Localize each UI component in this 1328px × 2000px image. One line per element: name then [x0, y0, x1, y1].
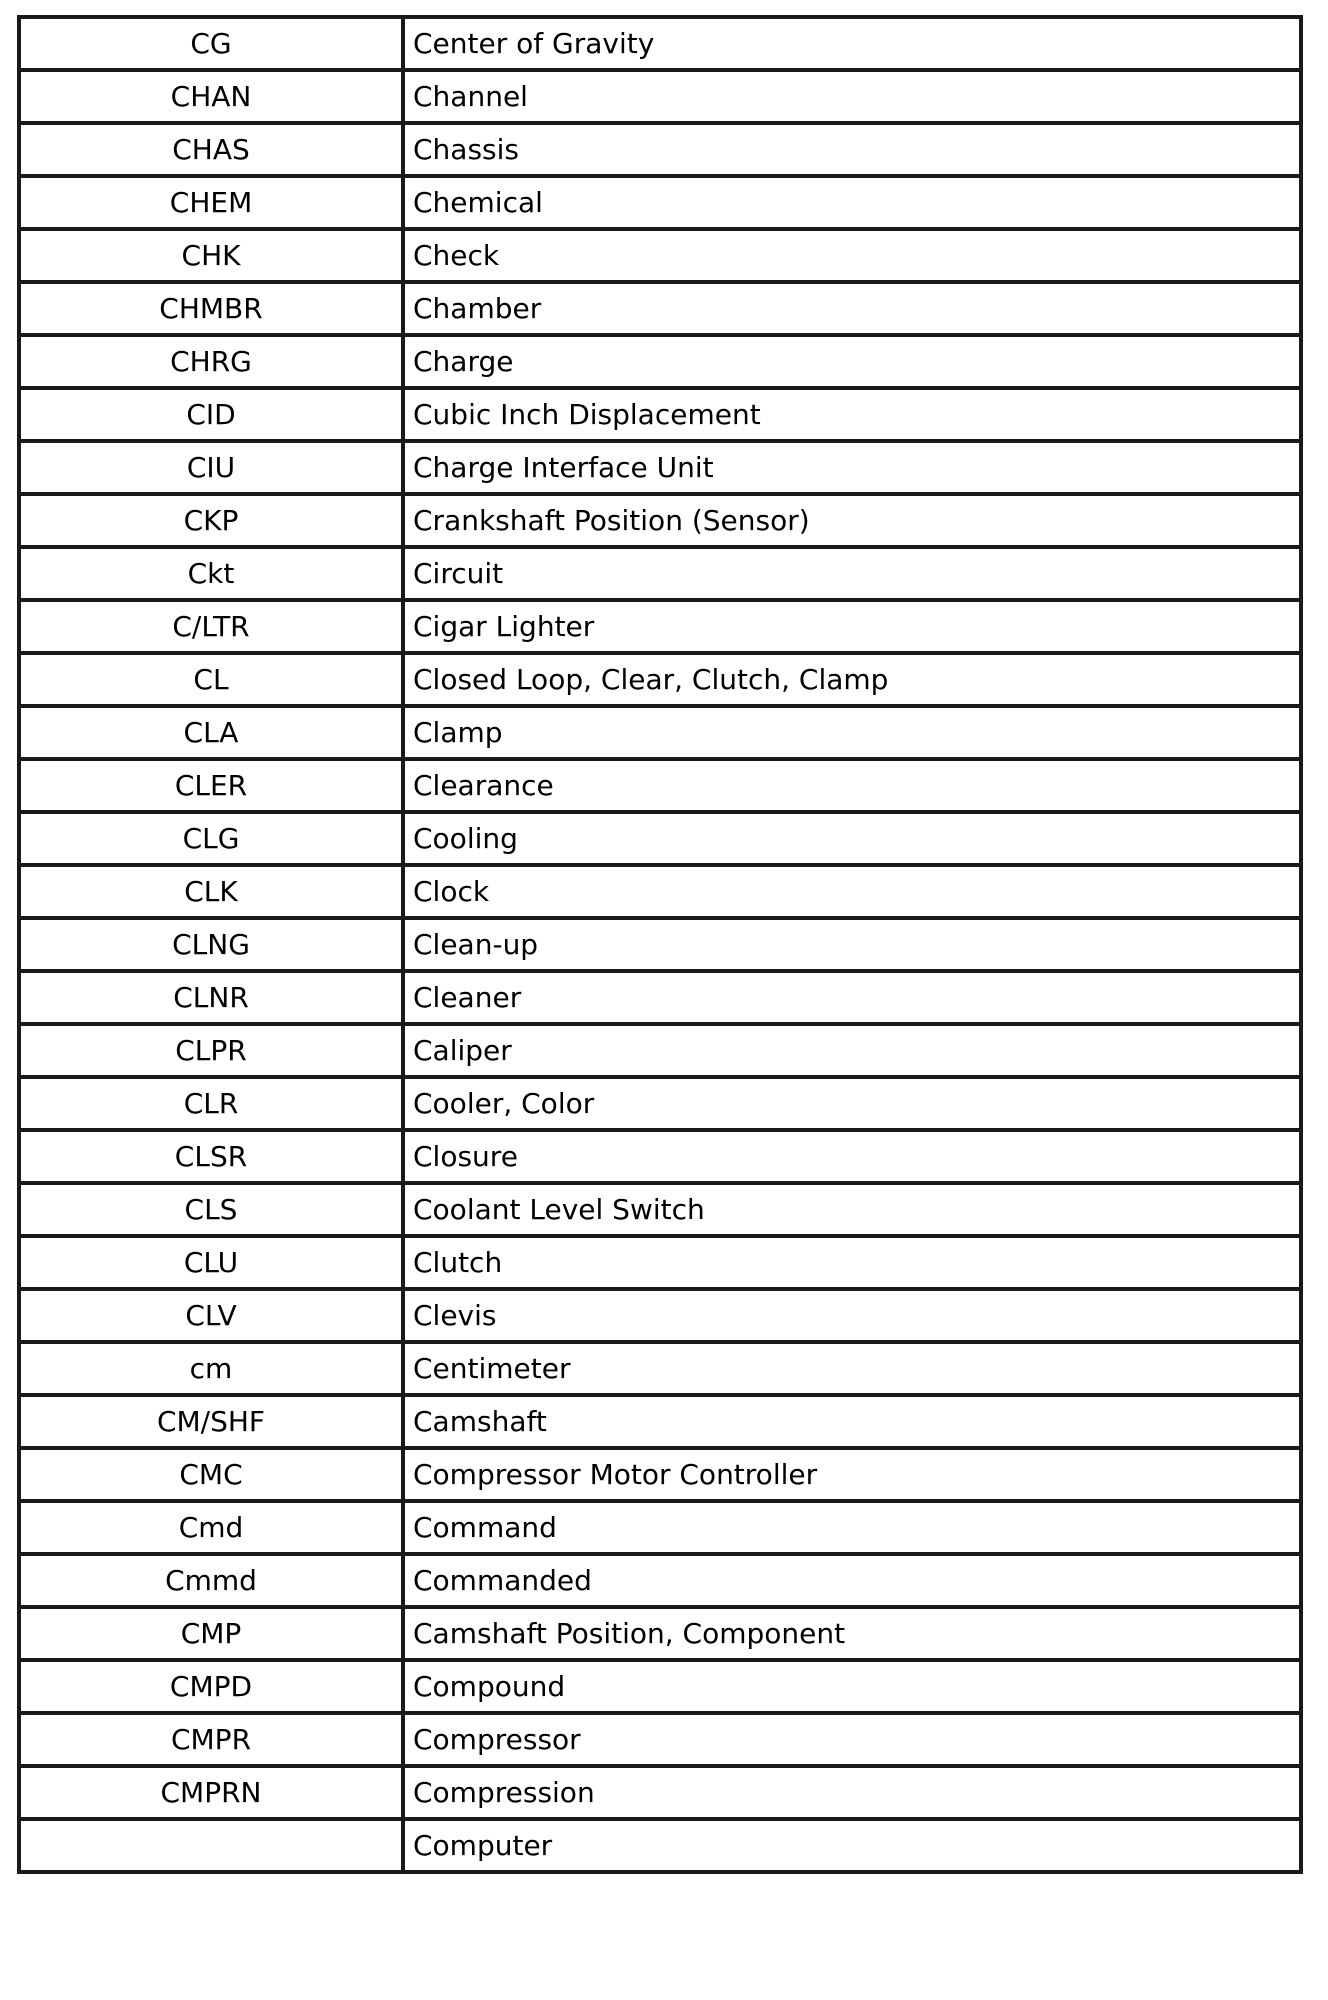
meaning-cell: Coolant Level Switch: [403, 1183, 1301, 1236]
abbreviation-cell: CIU: [19, 441, 403, 494]
abbreviation-cell: CLNR: [19, 971, 403, 1024]
table-row: [19, 1819, 1301, 1872]
table-row: [19, 441, 1301, 494]
meaning-cell: Clamp: [403, 706, 1301, 759]
abbreviation-cell: cm: [19, 1342, 403, 1395]
meaning-cell: Closure: [403, 1130, 1301, 1183]
table-row: [19, 547, 1301, 600]
meaning-cell: Clearance: [403, 759, 1301, 812]
meaning-cell: Caliper: [403, 1024, 1301, 1077]
abbreviation-cell: CKP: [19, 494, 403, 547]
meaning-cell: Cooling: [403, 812, 1301, 865]
abbreviation-cell: CHRG: [19, 335, 403, 388]
table-row: [19, 1395, 1301, 1448]
abbreviation-table: [17, 15, 1303, 1874]
table-row: [19, 706, 1301, 759]
table-row: [19, 1713, 1301, 1766]
abbreviation-cell: CHAN: [19, 70, 403, 123]
meaning-cell: Compression: [403, 1766, 1301, 1819]
abbreviation-cell: CLU: [19, 1236, 403, 1289]
table-row: [19, 918, 1301, 971]
abbreviation-cell: Cmd: [19, 1501, 403, 1554]
abbreviation-cell: CLSR: [19, 1130, 403, 1183]
meaning-cell: Computer: [403, 1819, 1301, 1872]
meaning-cell: Camshaft Position, Component: [403, 1607, 1301, 1660]
meaning-cell: Chemical: [403, 176, 1301, 229]
meaning-cell: Crankshaft Position (Sensor): [403, 494, 1301, 547]
table-row: [19, 600, 1301, 653]
table-row: [19, 335, 1301, 388]
meaning-cell: Center of Gravity: [403, 17, 1301, 70]
abbreviation-cell: CLER: [19, 759, 403, 812]
table-row: [19, 1554, 1301, 1607]
meaning-cell: Circuit: [403, 547, 1301, 600]
abbreviation-cell: CMPR: [19, 1713, 403, 1766]
meaning-cell: Channel: [403, 70, 1301, 123]
abbreviation-cell: CLV: [19, 1289, 403, 1342]
meaning-cell: Command: [403, 1501, 1301, 1554]
abbreviation-cell: CLS: [19, 1183, 403, 1236]
table-row: [19, 123, 1301, 176]
abbreviation-cell: CLNG: [19, 918, 403, 971]
table-row: [19, 1660, 1301, 1713]
abbreviation-cell: CLG: [19, 812, 403, 865]
abbreviation-cell: CLK: [19, 865, 403, 918]
meaning-cell: Cleaner: [403, 971, 1301, 1024]
abbreviation-cell: CMPRN: [19, 1766, 403, 1819]
abbreviation-cell: C/LTR: [19, 600, 403, 653]
table-row: [19, 1607, 1301, 1660]
meaning-cell: Cooler, Color: [403, 1077, 1301, 1130]
meaning-cell: Camshaft: [403, 1395, 1301, 1448]
meaning-cell: Cubic Inch Displacement: [403, 388, 1301, 441]
table-row: [19, 1448, 1301, 1501]
meaning-cell: Compressor: [403, 1713, 1301, 1766]
abbreviation-cell: CMPD: [19, 1660, 403, 1713]
table-row: [19, 176, 1301, 229]
meaning-cell: Compressor Motor Controller: [403, 1448, 1301, 1501]
table-row: [19, 812, 1301, 865]
meaning-cell: Compound: [403, 1660, 1301, 1713]
abbreviation-cell: CLA: [19, 706, 403, 759]
abbreviation-cell: CLR: [19, 1077, 403, 1130]
meaning-cell: Chassis: [403, 123, 1301, 176]
meaning-cell: Cigar Lighter: [403, 600, 1301, 653]
meaning-cell: Clutch: [403, 1236, 1301, 1289]
table-row: [19, 971, 1301, 1024]
table-row: [19, 1130, 1301, 1183]
table-row: [19, 282, 1301, 335]
abbreviation-cell: CHAS: [19, 123, 403, 176]
abbreviation-cell: Ckt: [19, 547, 403, 600]
abbreviation-cell: CHK: [19, 229, 403, 282]
table-row: [19, 1077, 1301, 1130]
abbreviation-cell: CID: [19, 388, 403, 441]
table-row: [19, 17, 1301, 70]
table-row: [19, 1342, 1301, 1395]
meaning-cell: Closed Loop, Clear, Clutch, Clamp: [403, 653, 1301, 706]
abbreviation-cell: Cmmd: [19, 1554, 403, 1607]
abbreviation-cell: CHMBR: [19, 282, 403, 335]
table-row: [19, 388, 1301, 441]
abbreviation-cell: CMC: [19, 1448, 403, 1501]
abbreviation-table-body: [19, 17, 1301, 1872]
table-row: [19, 1289, 1301, 1342]
abbreviation-cell: CL: [19, 653, 403, 706]
abbreviation-cell: CMP: [19, 1607, 403, 1660]
table-row: [19, 229, 1301, 282]
table-row: [19, 70, 1301, 123]
meaning-cell: Centimeter: [403, 1342, 1301, 1395]
table-row: [19, 759, 1301, 812]
abbreviation-cell: [19, 1819, 403, 1872]
meaning-cell: Check: [403, 229, 1301, 282]
meaning-cell: Clean-up: [403, 918, 1301, 971]
meaning-cell: Chamber: [403, 282, 1301, 335]
table-row: [19, 1183, 1301, 1236]
table-row: [19, 1501, 1301, 1554]
table-row: [19, 1766, 1301, 1819]
meaning-cell: Clock: [403, 865, 1301, 918]
table-row: [19, 1236, 1301, 1289]
table-row: [19, 1024, 1301, 1077]
abbreviation-cell: CG: [19, 17, 403, 70]
abbreviation-cell: CHEM: [19, 176, 403, 229]
abbreviation-cell: CM/SHF: [19, 1395, 403, 1448]
table-row: [19, 494, 1301, 547]
meaning-cell: Charge: [403, 335, 1301, 388]
meaning-cell: Charge Interface Unit: [403, 441, 1301, 494]
meaning-cell: Commanded: [403, 1554, 1301, 1607]
abbreviation-cell: CLPR: [19, 1024, 403, 1077]
table-row: [19, 653, 1301, 706]
table-row: [19, 865, 1301, 918]
meaning-cell: Clevis: [403, 1289, 1301, 1342]
